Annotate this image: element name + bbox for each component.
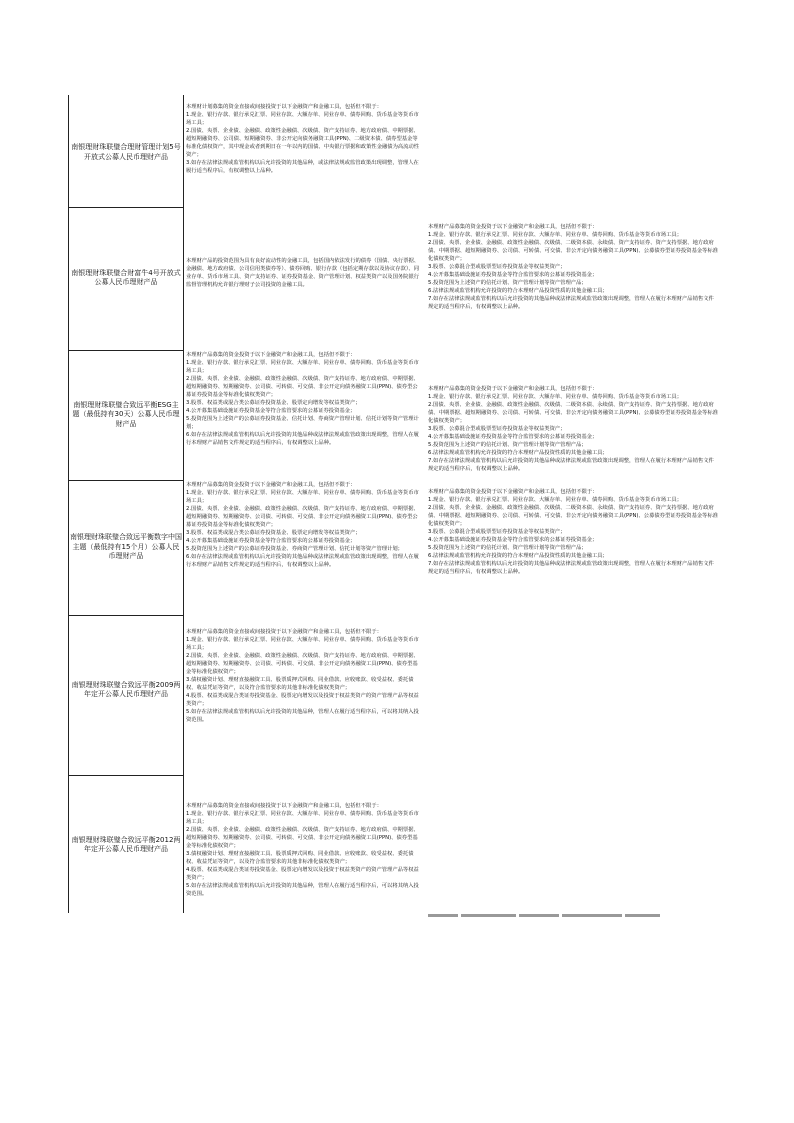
investment-scope: 本理财产品的投资范围为具有良好流动性的金融工具，包括国内依法发行的债券（国债、央行票据、金融债、地方政府债、公司信用类债券等）、债券回购、银行存款（包括定期存款以及协议存款）、同业存单、货币市场工具、资产支持证券、证券投资基金、资产管理计划、权益类资产以及国务院银行监督管理机构允许银行理财子公司投资的金融工具。 <box>186 258 420 288</box>
investment-scope: 本理财产品募集的资金直接或间接投资于以下金融资产和金融工具，包括但不限于： 1.现金、银行存款、银行承兑汇票、同业存款、大额存单、同业存单、债券回购、货币基金等货币市场工具； 2.国债、央票、企业债、金融债、政策性金融债、次级债、资产支持证券、地方政府债、中期票据、超短期融资券、短期融资券、公司债、可转债、可交债、非公开定向债务融资工具(PPN)、债券型基金等标准化债权资产； 3.债权融资计划、理财直接融资工具、股票质押式回购、同业借款、应收账款、收受益权、委托债权、收益凭证等资产，以及符合监管要求的其他非标准化债权类资产； 4.股票、权益类或混合类证券投资基金、股票定向增发以及投资于权益类资产的资产管理产品等权益类资产； 5.如存在法律法规或监管机构以后允许投资的其他品种，管理人在履行适当程序后，可以将其纳入投资范围。 <box>186 803 419 897</box>
product-investment-table <box>68 95 723 913</box>
product-name: 南银理财珠联璧合理财管理计划5号开放式公募人民币理财产品 <box>71 143 181 161</box>
product-name: 南银理财珠联璧合致远平衡数字中国主题（最低持有15个月）公募人民币理财产品 <box>70 533 182 561</box>
investment-scope-adjusted: 本理财产品募集的资金投资于以下金融资产和金融工具，包括但不限于： 1.现金、银行存款、银行承兑汇票、同业存款、大额存单、同业存单、债券回购、货币基金等货币市场工具； 2.国债、央票、企业债、金融债、政策性金融债、次级债、二级资本债、永续债、资产支持证券、资产支持票据、地方政府债、中期票据、超短期融资券、公司债、可转债、可交债、非公开定向债务融资工具(PPN)、公募债券型证券投资基金等标准化债权类资产； 3.股票、公募混合型或股票型证券投资基金等权益类资产； 4.公开募集基础设施证券投资基金等符合监管要求的公募证券投资基金； 5.投资范围为上述资产的信托计划、资产管理计划等资产管理产品； 6.法律法规或监管机构允许投资的符合本理财产品投资性质的其他金融工具； 7.如存在法律法规或监管机构以后允许投资的其他品种或法律法规或监管政策出现调整，管理人在履行本理财产品销售文件规定的适当程序后，有权调整以上品种。 <box>428 386 718 472</box>
product-name: 南银理财珠联璧合致远平衡2012两年定开公募人民币理财产品 <box>71 835 181 853</box>
investment-scope: 本理财产品募集的资金直接或间接投资于以下金融资产和金融工具，包括但不限于： 1.现金、银行存款、银行承兑汇票、同业存款、大额存单、同业存单、债券回购、货币基金等货币市场工具； 2.国债、央票、企业债、金融债、政策性金融债、次级债、资产支持证券、地方政府债、中期票据、超短期融资券、短期融资券、公司债、可转债、可交债、非公开定向债务融资工具(PPN)、债券型基金等标准化债权资产； 3.债权融资计划、理财直接融资工具、股票质押式回购、同业借款、应收账款、收受益权、委托债权、收益凭证等资产，以及符合监管要求的其他非标准化债权类资产； 4.股票、权益类或混合类证券投资基金、股票定向增发以及投资于权益类资产的资产管理产品等权益类资产； 5.如存在法律法规或监管机构以后允许投资的其他品种，管理人在履行适当程序后，可以将其纳入投资范围。 <box>186 629 419 723</box>
investment-scope-adjusted: 本理财产品募集的资金投资于以下金融资产和金融工具，包括但不限于： 1.现金、银行存款、银行承兑汇票、同业存款、大额存单、同业存单、债券回购、货币基金等货币市场工具； 2.国债、央票、企业债、金融债、政策性金融债、次级债、二级资本债、永续债、资产支持证券、资产支持票据、地方政府债、中期票据、超短期融资券、公司债、可转债、可交债、非公开定向债务融资工具(PPN)、公募债券型证券投资基金等标准化债权类资产； 3.股票、公募混合型或股票型证券投资基金等权益类资产； 4.公开募集基础设施证券投资基金等符合监管要求的公募证券投资基金； 5.投资范围为上述资产的信托计划、资产管理计划等资产管理产品； 6.法律法规或监管机构允许投资的符合本理财产品投资性质的其他金融工具； 7.如存在法律法规或监管机构以后允许投资的其他品种或法律法规或监管政策出现调整，管理人在履行本理财产品销售文件规定的适当程序后，有权调整以上品种。 <box>428 489 718 575</box>
investment-scope: 本理财计划募集的资金直接或间接投资于以下金融资产和金融工具，包括但不限于： 1.现金、银行存款、银行承兑汇票、同业存款、大额存单、同业存单、债券回购、货币基金等货币市场工具； 2.国债、央票、企业债、金融债、政策性金融债、次级债、资产支持证券、地方政府债、中期票据、超短期融资券、公司债、短期融资券、非公开定向债务融资工具(PPN)、二级资本债、债券型基金等标准化债权资产，其中现金或者到期日在一年以内的国债、中央银行票据和政策性金融债为高流动性资产； 3.如存在法律法规或监管机构以后允许投资的其他品种，或法律法规或监管政策出现调整，管理人在履行适当程序后，有权调整以上品种。 <box>186 104 420 174</box>
row-divider <box>68 207 183 208</box>
row-divider <box>68 480 183 481</box>
investment-scope: 本理财产品募集的资金投资于以下金融资产和金融工具，包括但不限于： 1.现金、银行存款、银行承兑汇票、同业存款、大额存单、同业存单、债券回购、货币基金等货币市场工具； 2.国债、央票、企业债、金融债、政策性金融债、次级债、资产支持证券、地方政府债、中期票据、超短期融资券、短期融资券、公司债、可转债、可交债、非公开定向债务融资工具(PPN)、债券型公募证券投资基金等标准化债权类资产； 3.股票、权益类或混合类公募证券投资基金、股票定向增发等权益类资产； 4.公开募集基础设施证券投资基金等符合监管要求的公募证券投资基金； 5.投资范围为上述资产的公募证券投资基金、券商资产管理计划、信托计划等资产管理计划； 6.如存在法律法规或监管机构以后允许投资的其他品种或法律法规或监管政策出现调整，管理人在履行本理财产品销售文件规定的适当程序后，有权调整以上品种。 <box>186 482 419 568</box>
product-name: 南银理财珠联璧合财富牛4号开放式公募人民币理财产品 <box>71 268 181 286</box>
investment-scope: 本理财产品募集的资金投资于以下金融资产和金融工具，包括但不限于： 1.现金、银行存款、银行承兑汇票、同业存款、大额存单、同业存单、债券回购、货币基金等货币市场工具； 2.国债、央票、企业债、金融债、政策性金融债、次级债、资产支持证券、地方政府债、中期票据、超短期融资券、短期融资券、公司债、可转债、可交债、非公开定向债务融资工具(PPN)、债券型公募证券投资基金等标准化债权类资产； 3.股票、权益类或混合类公募证券投资基金、股票定向增发等权益类资产； 4.公开募集基础设施证券投资基金等符合监管要求的公募证券投资基金； 5.投资范围为上述资产的公募证券投资基金、信托计划、券商资产管理计划、信托计划等资产管理计划； 6.如存在法律法规或监管机构以后允许投资的其他品种或法律法规或监管政策出现调整，管理人在履行本理财产品销售文件规定的适当程序后，有权调整以上品种。 <box>186 352 419 446</box>
table-column-divider <box>183 95 184 913</box>
row-divider <box>68 350 183 351</box>
product-name: 南银理财珠联璧合致远平衡ESG主题（最低持有30天）公募人民币理财产品 <box>72 400 180 428</box>
investment-scope-adjusted: 本理财产品募集的资金投资于以下金融资产和金融工具，包括但不限于： 1.现金、银行存款、银行承兑汇票、同业存款、大额存单、同业存单、债券回购、货币基金等货币市场工具； 2.国债、央票、企业债、金融债、政策性金融债、次级债、二级资本债、永续债、资产支持证券、资产支持票据、地方政府债、中期票据、超短期融资券、公司债、可转债、可交债、非公开定向债务融资工具(PPN)、公募债券型证券投资基金等标准化债权类资产； 3.股票、公募混合型或股票型证券投资基金等权益类资产； 4.公开募集基础设施证券投资基金等符合监管要求的公募证券投资基金； 5.投资范围为上述资产的信托计划、资产管理计划等资产管理产品； 6.法律法规或监管机构允许投资的符合本理财产品投资性质的其他金融工具； 7.如存在法律法规或监管机构以后允许投资的其他品种或法律法规或监管政策出现调整，管理人在履行本理财产品销售文件规定的适当程序后，有权调整以上品种。 <box>428 224 718 310</box>
product-name: 南银理财珠联璧合致远平衡2009两年定开公募人民币理财产品 <box>71 680 181 698</box>
row-divider <box>68 775 183 776</box>
clipped-text-fragment <box>428 914 668 918</box>
table-border-left <box>68 95 69 913</box>
row-divider <box>68 615 183 616</box>
